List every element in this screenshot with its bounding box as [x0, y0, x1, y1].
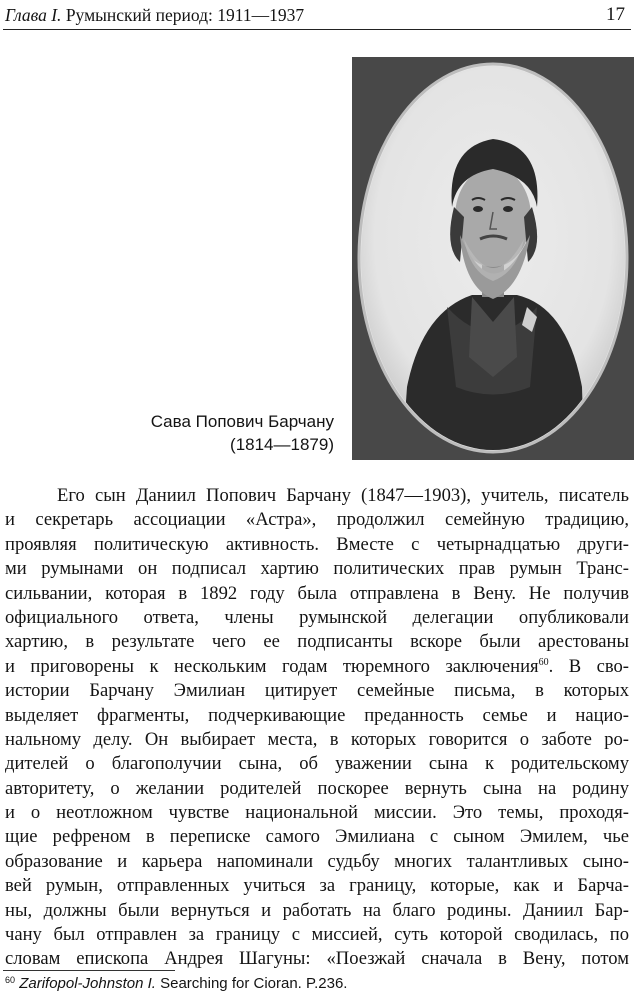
text-line: нальному делу. Он выбирает места, в которых говорится о заботе ро-: [5, 728, 629, 750]
text-line: ми румынами он подписал хартию политических прав румын Транс-: [5, 558, 629, 580]
text-line: чану был отправлен за границу с миссией, суть которой сводилась, по: [5, 924, 629, 946]
footnote-reference[interactable]: 60: [538, 656, 549, 668]
text-line: проявляя политическую активность. Вместе с четырнадцатью други-: [5, 533, 629, 555]
text-line: словам епископа Андрея Шагуны: «Поезжай сначала в Вену, потом: [5, 948, 629, 970]
text-line: щие рефреном в переписке самого Эмилиана с сыном Эмилем, чье: [5, 826, 629, 848]
chapter-title: Румынский период: 1911—1937: [65, 5, 305, 25]
text-line: истории Барчану Эмилиан цитирует семейные письма, в которых: [5, 680, 629, 702]
header-rule: [3, 29, 631, 30]
text-line: авторитету, о желании родителей поскорее вернуть сына на родину: [5, 777, 629, 799]
text-line: ны, должны были вернуться и работать на благо родины. Даниил Бар-: [5, 899, 629, 921]
running-header: [5, 2, 631, 28]
text-line: Его сын Даниил Попович Барчану (1847—1903), учитель, писатель: [57, 485, 629, 506]
text-line: дителей о благополучии сына, об уважении сына к родительскому: [5, 753, 629, 775]
footnote-text: Searching for Cioran. P.236.: [160, 975, 348, 992]
text-line-part: и приговорены к нескольким годам тюремного заключения: [5, 655, 539, 677]
portrait-photo: [352, 57, 634, 460]
footnote: [5, 974, 625, 994]
footnote-rule: [3, 970, 175, 971]
text-line: и о неотложном чувстве национальной миссии. Это темы, проходя-: [5, 802, 629, 824]
text-line: вей румын, отправленных учиться за границу, которые, как и Барча-: [5, 875, 629, 897]
text-line: хартию, в результате чего ее подписанты вскоре были арестованы: [5, 631, 629, 653]
page-number: 17: [606, 4, 625, 25]
footnote-number: 60: [5, 975, 16, 985]
chapter-label: Глава I.: [5, 5, 62, 25]
figure-caption: [130, 410, 334, 456]
text-line: [5, 655, 629, 679]
text-line-tail: . В сво-: [548, 655, 630, 677]
text-line: и секретарь ассоциации «Астра», продолжил семейную традицию,: [5, 509, 629, 531]
body-paragraph: [5, 484, 629, 972]
footnote-author: Zarifopol-Johnston I.: [19, 975, 156, 992]
running-title: [5, 2, 304, 28]
caption-years: (1814—1879): [230, 435, 334, 454]
portrait-image: [352, 57, 634, 460]
text-line: выделяет фрагменты, подчеркивающие преданность семье и нацио-: [5, 704, 629, 726]
text-line: сильвании, которая в 1892 году была отправлена в Вену. Не получив: [5, 582, 629, 604]
text-line: официального ответа, члены румынской делегации опубликовали: [5, 606, 629, 628]
caption-name: Сава Попович Барчану: [150, 412, 334, 431]
text-line: образование и карьера напоминали судьбу многих талантливых сыно-: [5, 850, 629, 872]
